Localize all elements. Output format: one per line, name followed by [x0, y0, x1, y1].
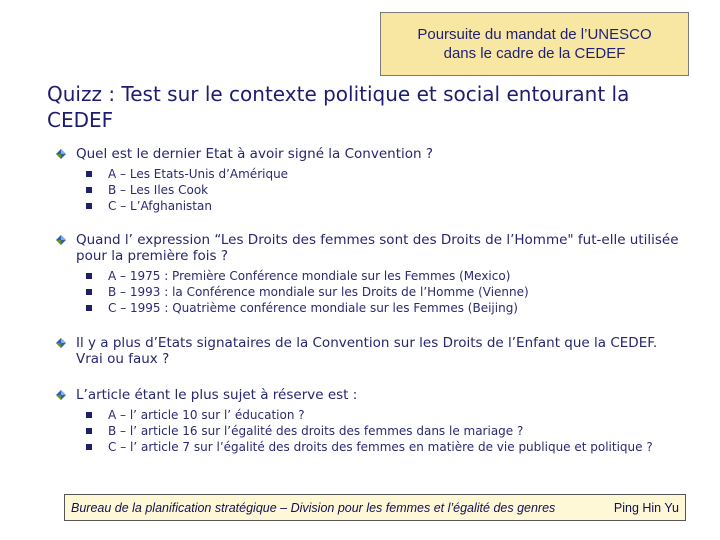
square-bullet-icon	[86, 289, 92, 295]
option-text: A – Les Etats-Unis d’Amérique	[108, 167, 289, 181]
option-item	[86, 198, 706, 214]
question-text	[56, 232, 706, 264]
option-list	[86, 268, 706, 316]
header-line-2: dans le cadre de la CEDEF	[443, 45, 626, 62]
question-1	[56, 146, 706, 214]
question-line: Quand l’ expression “Les Droits des femmes sont des Droits de l’Homme" fut-elle utilisée	[76, 232, 679, 248]
option-text: C – l’ article 7 sur l’égalité des droits des femmes en matière de vie publique et politique ?	[108, 440, 653, 454]
option-item	[86, 182, 706, 198]
footer-author: Ping Hin Yu	[613, 500, 679, 515]
option-text: B – 1993 : la Conférence mondiale sur les Droits de l’Homme (Vienne)	[108, 285, 529, 299]
footer-bar	[64, 494, 686, 521]
option-item	[86, 407, 706, 423]
option-text: C – L’Afghanistan	[108, 199, 212, 213]
header-box	[380, 12, 689, 76]
option-item	[86, 300, 706, 316]
diamond-bullet-icon	[56, 390, 66, 400]
option-list	[86, 407, 706, 455]
square-bullet-icon	[86, 273, 92, 279]
question-text	[56, 335, 706, 367]
option-text: A – l’ article 10 sur l’ éducation ?	[108, 408, 305, 422]
option-item	[86, 284, 706, 300]
square-bullet-icon	[86, 203, 92, 209]
option-text: A – 1975 : Première Conférence mondiale sur les Femmes (Mexico)	[108, 269, 511, 283]
footer-organization: Bureau de la planification stratégique – Division pour les femmes et l’égalité des genres	[71, 500, 556, 515]
question-line: Quel est le dernier Etat à avoir signé la Convention ?	[76, 146, 434, 162]
question-line: Il y a plus d’Etats signataires de la Convention sur les Droits de l’Enfant que la CEDEF.	[76, 335, 658, 351]
header-line-1: Poursuite du mandat de l’UNESCO	[417, 26, 652, 43]
square-bullet-icon	[86, 187, 92, 193]
question-3	[56, 335, 706, 367]
option-text: C – 1995 : Quatrième conférence mondiale sur les Femmes (Beijing)	[108, 301, 518, 315]
square-bullet-icon	[86, 444, 92, 450]
square-bullet-icon	[86, 171, 92, 177]
option-item	[86, 423, 706, 439]
page-title	[47, 81, 697, 133]
option-item	[86, 166, 706, 182]
question-line: pour la première fois ?	[76, 248, 228, 264]
square-bullet-icon	[86, 412, 92, 418]
question-line: Vrai ou faux ?	[76, 351, 170, 367]
title-line-2: CEDEF	[47, 108, 114, 132]
diamond-bullet-icon	[56, 149, 66, 159]
square-bullet-icon	[86, 428, 92, 434]
option-item	[86, 268, 706, 284]
diamond-bullet-icon	[56, 235, 66, 245]
square-bullet-icon	[86, 305, 92, 311]
question-line: L’article étant le plus sujet à réserve est :	[76, 387, 358, 403]
title-line-1: Quizz : Test sur le contexte politique et social entourant la	[47, 82, 630, 106]
question-4	[56, 387, 706, 455]
option-text: B – Les Iles Cook	[108, 183, 209, 197]
question-2	[56, 232, 706, 316]
option-list	[86, 166, 706, 214]
option-item	[86, 439, 706, 455]
question-text	[56, 387, 706, 403]
question-text	[56, 146, 706, 162]
diamond-bullet-icon	[56, 338, 66, 348]
option-text: B – l’ article 16 sur l’égalité des droits des femmes dans le mariage ?	[108, 424, 524, 438]
